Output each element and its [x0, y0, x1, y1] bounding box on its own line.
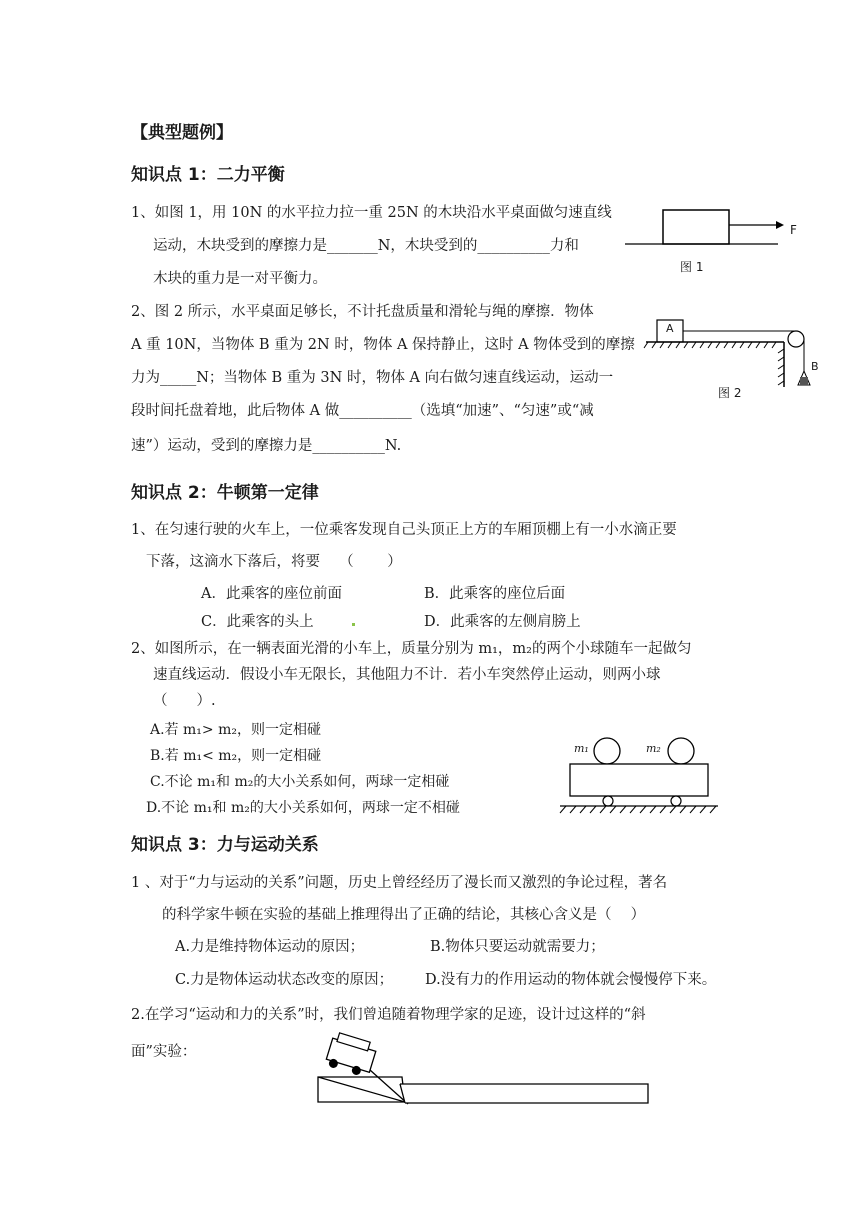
- ground-hatch: [560, 806, 716, 813]
- ball-m1-label: m₁: [574, 742, 589, 755]
- s3-q1-line2: 的科学家牛顿在实验的基础上推理得出了正确的结论，其核心含义是（ ）: [162, 907, 646, 923]
- s2-q1-optC: C．此乘客的头上: [201, 614, 314, 630]
- s2-q1-optD: D．此乘客的左侧肩膀上: [424, 614, 581, 630]
- figure-1: [620, 205, 810, 280]
- cart-on-slope: [324, 1031, 377, 1078]
- s2-q2-optC: C.不论 m₁和 m₂的大小关系如何，两球一定相碰: [150, 774, 450, 790]
- s2-q2-line1: 2、如图所示，在一辆表面光滑的小车上，质量分别为 m₁，m₂的两个小球随车一起做匀: [131, 641, 692, 657]
- s3-q2-line1: 2.在学习“运动和力的关系”时，我们曾追随着物理学家的足迹，设计过这样的“斜: [131, 1007, 646, 1023]
- s3-q1-optB: B.物体只要运动就需要力；: [430, 939, 605, 955]
- ball-m2-label: m₂: [646, 742, 661, 755]
- s2-q2-optD: D.不论 m₁和 m₂的大小关系如何，两球一定不相碰: [146, 800, 460, 816]
- block-b: [800, 377, 808, 385]
- s1-q1-line2: 运动，木块受到的摩擦力是_______N，木块受到的__________力和: [153, 238, 579, 254]
- arrow-head-icon: [776, 221, 784, 229]
- pulley-icon: [788, 331, 804, 347]
- s2-q2-line3: （ ）.: [153, 693, 216, 709]
- figure-2-caption: 图 2: [718, 386, 742, 400]
- edge-hatch: [778, 349, 784, 385]
- s1-q2-line2: A 重 10N，当物体 B 重为 2N 时，物体 A 保持静止，这时 A 物体受到的摩擦: [131, 337, 635, 353]
- s1-q1-line3: 木块的重力是一对平衡力。: [153, 271, 327, 287]
- s2-q2-line2: 速直线运动．假设小车无限长，其他阻力不计．若小车突然停止运动，则两小球: [153, 667, 661, 683]
- ball-m1: [594, 738, 620, 764]
- s1-q1-line1: 1、如图 1，用 10N 的水平拉力拉一重 25N 的木块沿水平桌面做匀速直线: [131, 205, 612, 221]
- s3-q2-line2: 面”实验：: [131, 1044, 197, 1060]
- s3-q1-line1: 1 、对于“力与运动的关系”问题，历史上曾经经历了漫长而又激烈的争论过程，著名: [131, 875, 668, 891]
- s1-q2-line4: 段时间托盘着地，此后物体 A 做__________（选填“加速”、“匀速”或“减: [131, 403, 594, 419]
- s2-q2-optB: B.若 m₁< m₂，则一定相碰: [150, 748, 322, 764]
- s1-q2-line3: 力为_____N；当物体 B 重为 3N 时，物体 A 向右做匀速直线运动，运动一: [131, 370, 614, 386]
- horizontal-board: [400, 1084, 648, 1103]
- wheel-icon: [603, 796, 613, 806]
- table-hatch: [644, 342, 776, 348]
- section-title-3: 知识点 3：力与运动关系: [131, 835, 319, 855]
- s2-q1-line1: 1、在匀速行驶的火车上，一位乘客发现自己头顶正上方的车厢顶棚上有一小水滴正要: [131, 522, 677, 538]
- section-title-1: 知识点 1：二力平衡: [131, 165, 285, 185]
- s1-q2-line5: 速”）运动，受到的摩擦力是__________N.: [131, 438, 402, 454]
- block-a-label: A: [666, 322, 674, 335]
- cart-body: [570, 764, 708, 796]
- incline-figure: [310, 1032, 660, 1144]
- s2-q1-optB: B．此乘客的座位后面: [424, 586, 566, 602]
- section-title-2: 知识点 2：牛顿第一定律: [131, 483, 319, 503]
- s3-q1-optD: D.没有力的作用运动的物体就会慢慢停下来。: [425, 972, 717, 988]
- s2-q1-optA: A．此乘客的座位前面: [201, 586, 342, 602]
- ball-m2: [668, 738, 694, 764]
- green-dot: [352, 623, 355, 626]
- wheel-icon: [671, 796, 681, 806]
- block-b-label: B: [811, 360, 819, 373]
- wood-block: [663, 210, 729, 244]
- s3-q1-optC: C.力是物体运动状态改变的原因；: [175, 972, 394, 988]
- figure-1-caption: 图 1: [680, 260, 704, 274]
- s2-q2-optA: A.若 m₁> m₂，则一定相碰: [150, 722, 321, 738]
- s2-q1-line2: 下落，这滴水下落后，将要 （ ）: [146, 554, 402, 570]
- force-label: F: [790, 223, 797, 237]
- s1-q2-line1: 2、图 2 所示，水平桌面足够长，不计托盘质量和滑轮与绳的摩擦．物体: [131, 304, 594, 320]
- section-header: 【典型题例】: [131, 123, 233, 143]
- s3-q1-optA: A.力是维持物体运动的原因；: [175, 939, 365, 955]
